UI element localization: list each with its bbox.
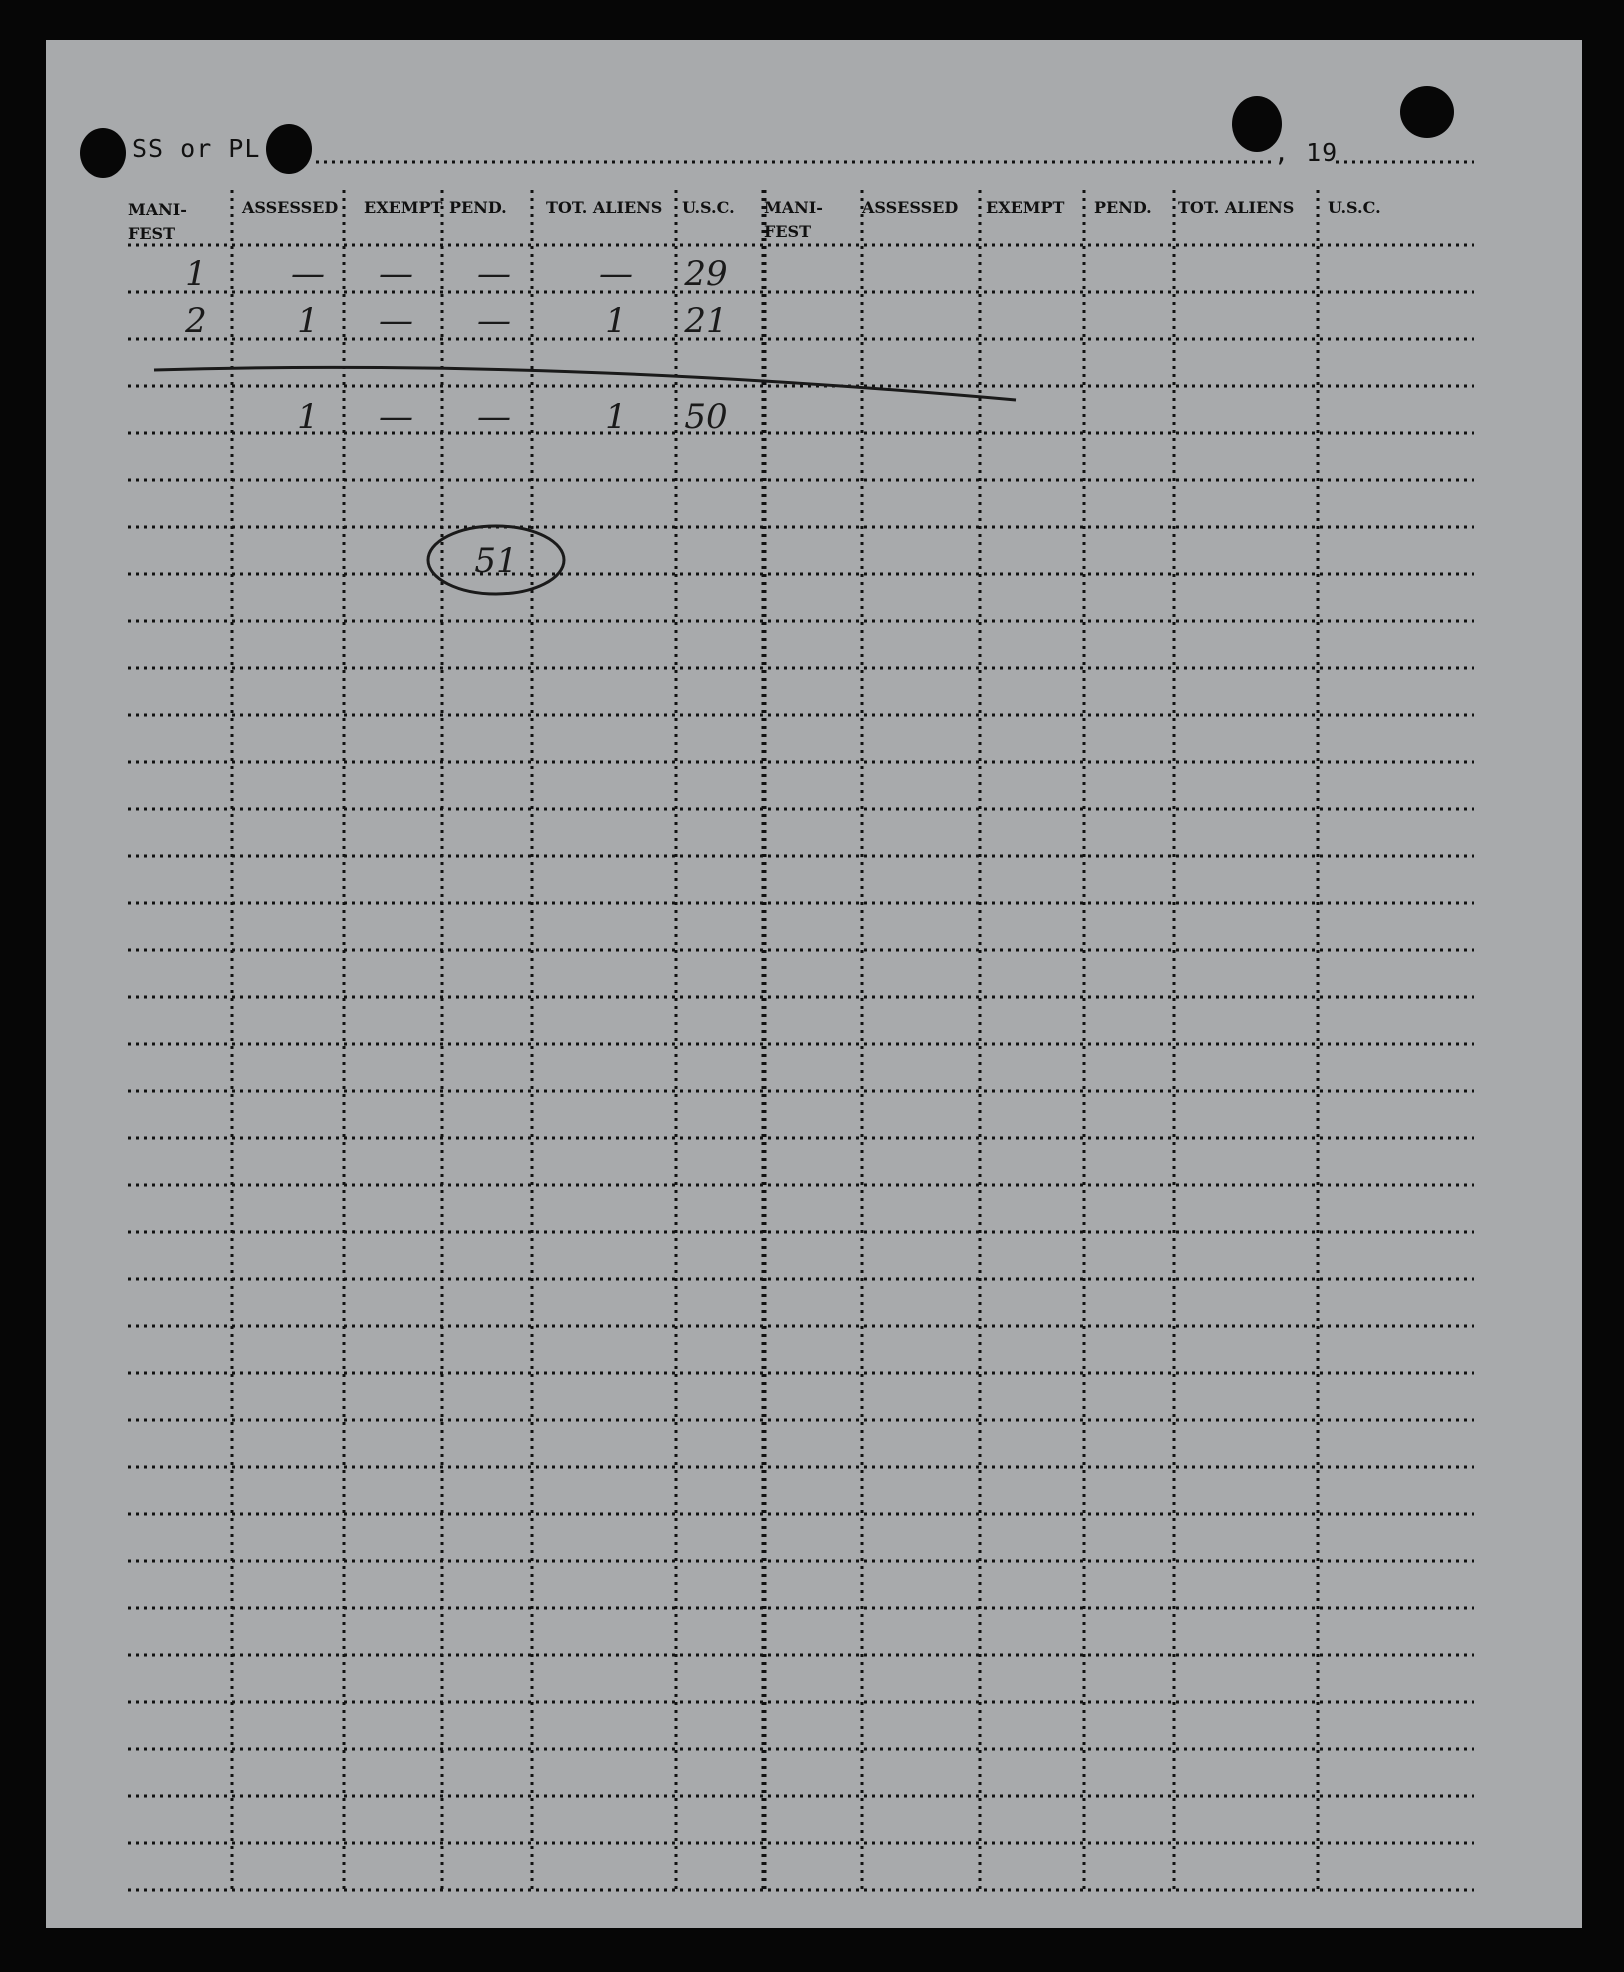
col-head-usc-left: U.S.C.: [682, 198, 735, 217]
col-head-usc-right: U.S.C.: [1328, 198, 1381, 217]
total-tot-aliens: 1: [605, 397, 627, 437]
col-head-manifest-right: MANI- FEST: [764, 198, 823, 241]
col-head-assessed-right: ASSESSED: [862, 198, 959, 217]
col-head-tot-aliens-right: TOT. ALIENS: [1178, 198, 1295, 217]
entry-manifest: 1: [185, 254, 207, 294]
total-assessed: 1: [297, 397, 319, 437]
entry-exempt: —: [379, 301, 413, 341]
ledger-grid: [46, 40, 1582, 1928]
col-head-exempt-right: EXEMPT: [986, 198, 1065, 217]
col-head-pend-left: PEND.: [449, 198, 507, 217]
col-head-assessed-left: ASSESSED: [242, 198, 339, 217]
col-head-pend-right: PEND.: [1094, 198, 1152, 217]
total-exempt: —: [379, 397, 413, 437]
entry-manifest: 2: [185, 301, 207, 341]
binder-hole-mid: [266, 124, 312, 174]
col-head-exempt-left: EXEMPT: [364, 198, 443, 217]
col-head-manifest-left: MANI- FEST: [128, 200, 187, 243]
col-head-tot-aliens-left: TOT. ALIENS: [546, 198, 663, 217]
vessel-label: SS or PL: [132, 134, 261, 163]
circled-note: 51: [474, 541, 518, 581]
entry-tot-aliens: 1: [605, 301, 627, 341]
total-pend: —: [477, 397, 511, 437]
total-underline: [154, 367, 1016, 400]
entry-tot-aliens: —: [599, 254, 633, 294]
binder-hole-right-2: [1400, 86, 1454, 138]
total-usc: 50: [684, 397, 728, 437]
entry-pend: —: [477, 301, 511, 341]
entry-exempt: —: [379, 254, 413, 294]
entry-usc: 21: [684, 301, 728, 341]
entry-pend: —: [477, 254, 511, 294]
year-label: , 19: [1274, 138, 1339, 167]
entry-assessed: —: [291, 254, 325, 294]
binder-hole-right-1: [1232, 96, 1282, 152]
entry-assessed: 1: [297, 301, 319, 341]
entry-usc: 29: [684, 254, 728, 294]
manifest-tally-sheet: [46, 40, 1582, 1928]
binder-hole-left: [80, 128, 126, 178]
